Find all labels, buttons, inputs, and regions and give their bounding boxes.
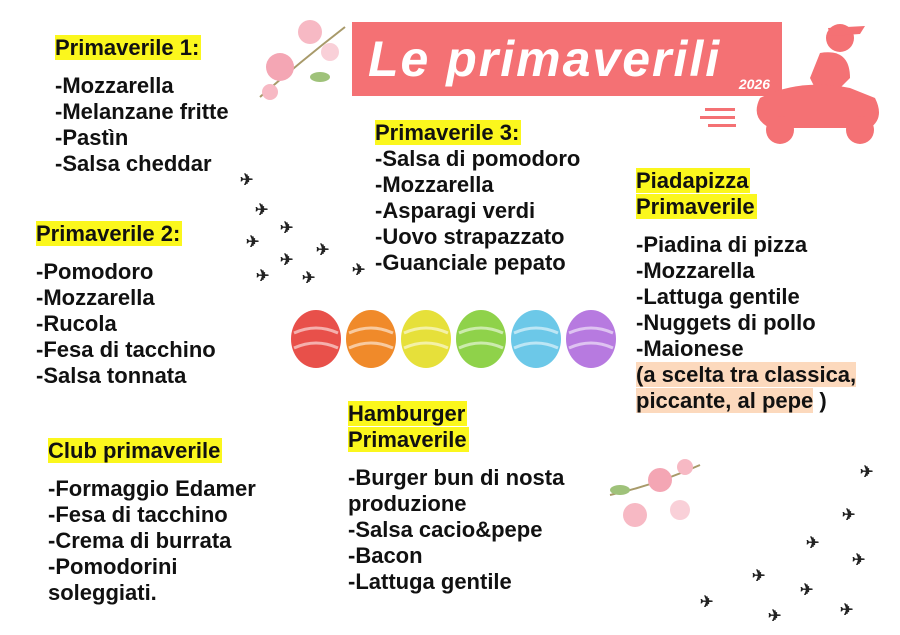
ingredient: -Crema di burrata	[48, 528, 232, 553]
menu-piadapizza-primaverile	[636, 168, 856, 414]
ingredient: -Formaggio Edamer	[48, 476, 256, 501]
menu-title: Primaverile 1:	[55, 35, 200, 60]
ingredient: -Guanciale pepato	[375, 250, 566, 275]
bird-icon: ✈	[302, 270, 316, 287]
bird-icon: ✈	[280, 220, 294, 237]
menu-title: Primaverile 2:	[36, 221, 181, 246]
ingredient: -Melanzane fritte	[55, 99, 229, 124]
easter-egg	[346, 310, 396, 368]
ingredient: -Salsa cacio&pepe	[348, 517, 543, 542]
easter-egg	[291, 310, 341, 368]
menu-title: Primaverile	[348, 427, 467, 452]
menu-primaverile-2	[36, 221, 216, 389]
bird-icon: ✈	[800, 582, 814, 599]
bird-icon: ✈	[240, 172, 254, 189]
ingredient: -Lattuga gentile	[348, 569, 512, 594]
bird-icon: ✈	[806, 535, 820, 552]
ingredient: soleggiati.	[48, 580, 157, 605]
ingredient: produzione	[348, 491, 467, 516]
sauce-note: piccante, al pepe	[636, 388, 814, 413]
ingredient: -Bacon	[348, 543, 423, 568]
menu-title: Primaverile 3:	[375, 120, 520, 145]
bird-icon: ✈	[316, 242, 330, 259]
bird-icon: ✈	[752, 568, 766, 585]
ingredient: -Mozzarella	[375, 172, 494, 197]
ingredient: -Pomodoro	[36, 259, 154, 284]
sauce-note: (a scelta tra classica,	[636, 362, 857, 387]
bird-icon: ✈	[280, 252, 294, 269]
flower-branch-icon	[250, 12, 350, 102]
easter-eggs-image	[288, 308, 618, 370]
ingredient: -Uovo strapazzato	[375, 224, 565, 249]
bird-icon: ✈	[860, 464, 874, 481]
ingredient: -Burger bun di nosta	[348, 465, 565, 490]
ingredient: -Nuggets di pollo	[636, 310, 816, 335]
ingredient: -Mozzarella	[55, 73, 174, 98]
menu-club-primaverile	[48, 438, 256, 606]
bird-icon: ✈	[255, 202, 269, 219]
ingredient: -Pastìn	[55, 125, 129, 150]
ingredient: -Mozzarella	[36, 285, 155, 310]
menu-hamburger-primaverile	[348, 401, 564, 595]
ingredient: -Piadina di pizza	[636, 232, 808, 257]
eggs-row	[288, 308, 618, 370]
ingredient: -Maionese	[636, 336, 744, 361]
flower-branch-icon	[605, 455, 705, 535]
ingredient: -Salsa di pomodoro	[375, 146, 581, 171]
ingredient: -Fesa di tacchino	[36, 337, 216, 362]
ingredient: -Salsa tonnata	[36, 363, 187, 388]
easter-egg	[401, 310, 451, 368]
bird-icon: ✈	[246, 234, 260, 251]
year-label: 2026	[738, 76, 770, 92]
page-title: Le primaverili	[368, 31, 722, 87]
bird-icon: ✈	[768, 608, 782, 625]
menu-title: Hamburger	[348, 401, 466, 426]
easter-egg	[566, 310, 616, 368]
ingredient: -Rucola	[36, 311, 117, 336]
sauce-note-close: )	[813, 388, 827, 413]
bird-icon: ✈	[842, 507, 856, 524]
ingredient: -Salsa cheddar	[55, 151, 212, 176]
menu-title: Piadapizza	[636, 168, 749, 193]
scooter-rider-icon	[700, 18, 890, 148]
bird-icon: ✈	[852, 552, 866, 569]
easter-egg	[456, 310, 506, 368]
menu-primaverile-1	[55, 35, 229, 177]
bird-icon: ✈	[700, 594, 714, 611]
menu-title: Club primaverile	[48, 438, 221, 463]
ingredient: -Fesa di tacchino	[48, 502, 228, 527]
bird-icon: ✈	[840, 602, 854, 619]
bird-icon: ✈	[352, 262, 366, 279]
menu-primaverile-3	[375, 120, 580, 276]
easter-egg	[511, 310, 561, 368]
ingredient: -Mozzarella	[636, 258, 755, 283]
ingredient: -Lattuga gentile	[636, 284, 800, 309]
bird-icon: ✈	[256, 268, 270, 285]
ingredient: -Asparagi verdi	[375, 198, 536, 223]
menu-title: Primaverile	[636, 194, 755, 219]
ingredient: -Pomodorini	[48, 554, 178, 579]
